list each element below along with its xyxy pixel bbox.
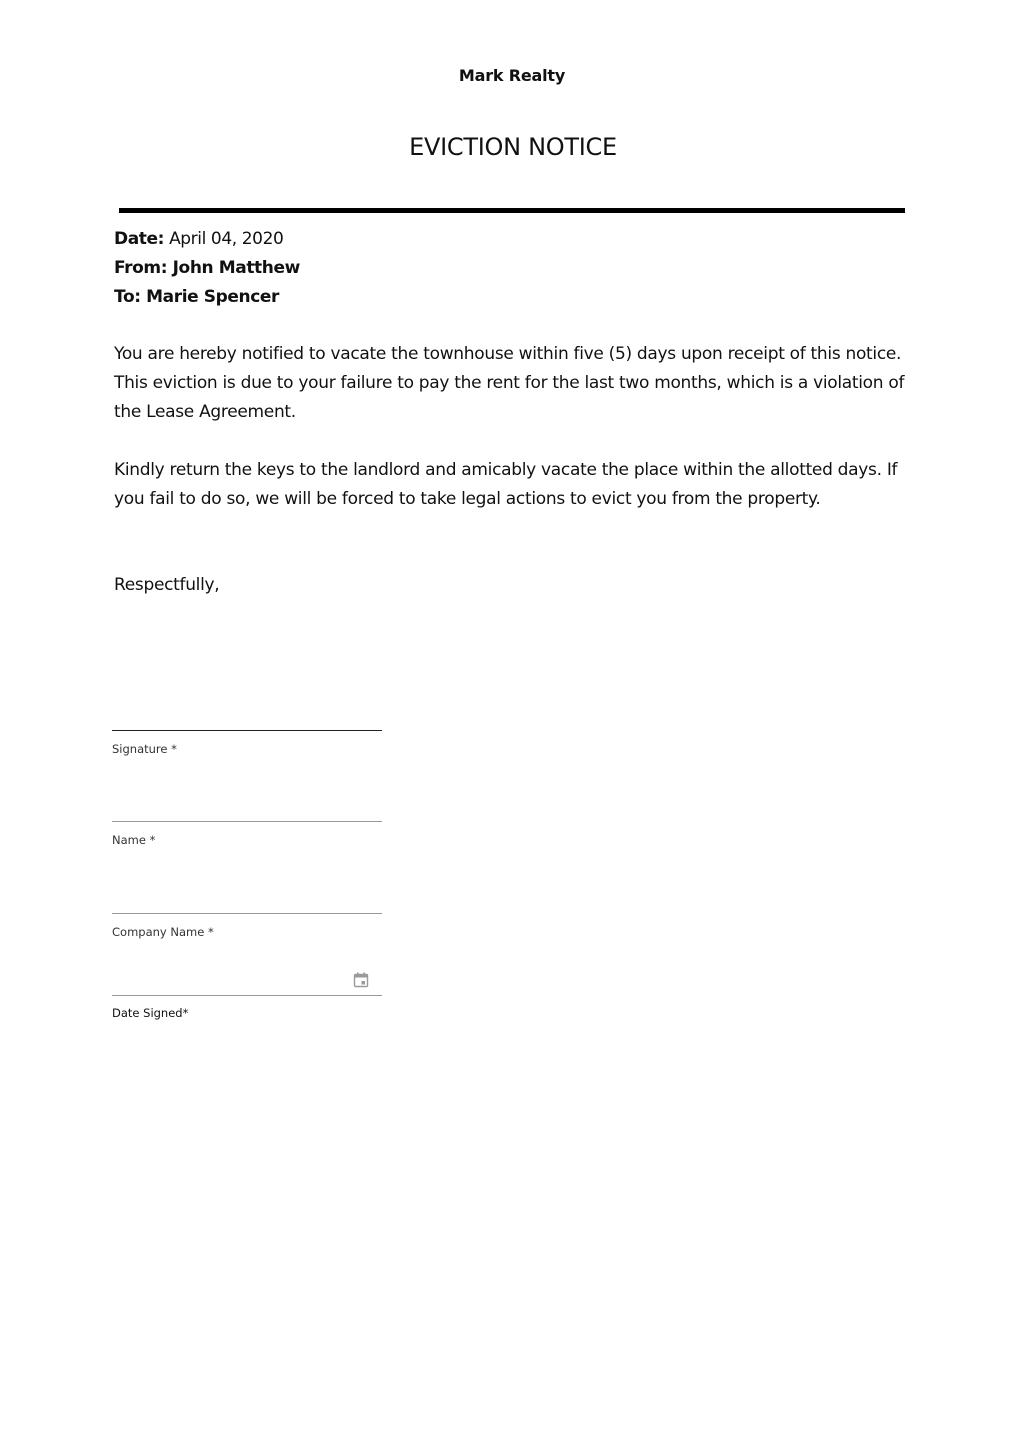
body-paragraph-2: Kindly return the keys to the landlord and amicably vacate the place within the allotted days. If you fail to do so, we will be forced to take legal actions to evict you from the property. — [114, 460, 898, 509]
document-title: EVICTION NOTICE — [409, 133, 617, 161]
title-divider — [119, 208, 905, 213]
date-signed-line — [112, 995, 382, 996]
company-name-label: Company Name * — [112, 925, 214, 939]
signature-label: Signature * — [112, 742, 177, 756]
company-name-field[interactable] — [112, 913, 382, 939]
name-line — [112, 821, 382, 822]
date-value: April 04, 2020 — [169, 229, 284, 249]
company-name-line — [112, 913, 382, 914]
calendar-icon[interactable] — [353, 972, 369, 988]
date-row — [114, 225, 300, 254]
to-line: To: Marie Spencer — [114, 287, 280, 307]
closing-text: Respectfully, — [114, 575, 220, 595]
signature-line — [112, 730, 382, 731]
date-signed-field[interactable] — [112, 995, 382, 1020]
date-label: Date: — [114, 229, 165, 249]
name-field[interactable] — [112, 821, 382, 847]
body-paragraph-1: You are hereby notified to vacate the townhouse within five (5) days upon receipt of this notice. This eviction is due to your failure to pay the rent for the last two months, which is a violation of the Lease Agreement. — [114, 344, 905, 422]
notice-meta — [114, 225, 300, 312]
signature-field[interactable] — [112, 730, 382, 756]
name-label: Name * — [112, 833, 156, 847]
company-name: Mark Realty — [458, 66, 566, 85]
from-line: From: John Matthew — [114, 258, 300, 278]
date-signed-label: Date Signed* — [112, 1006, 189, 1020]
